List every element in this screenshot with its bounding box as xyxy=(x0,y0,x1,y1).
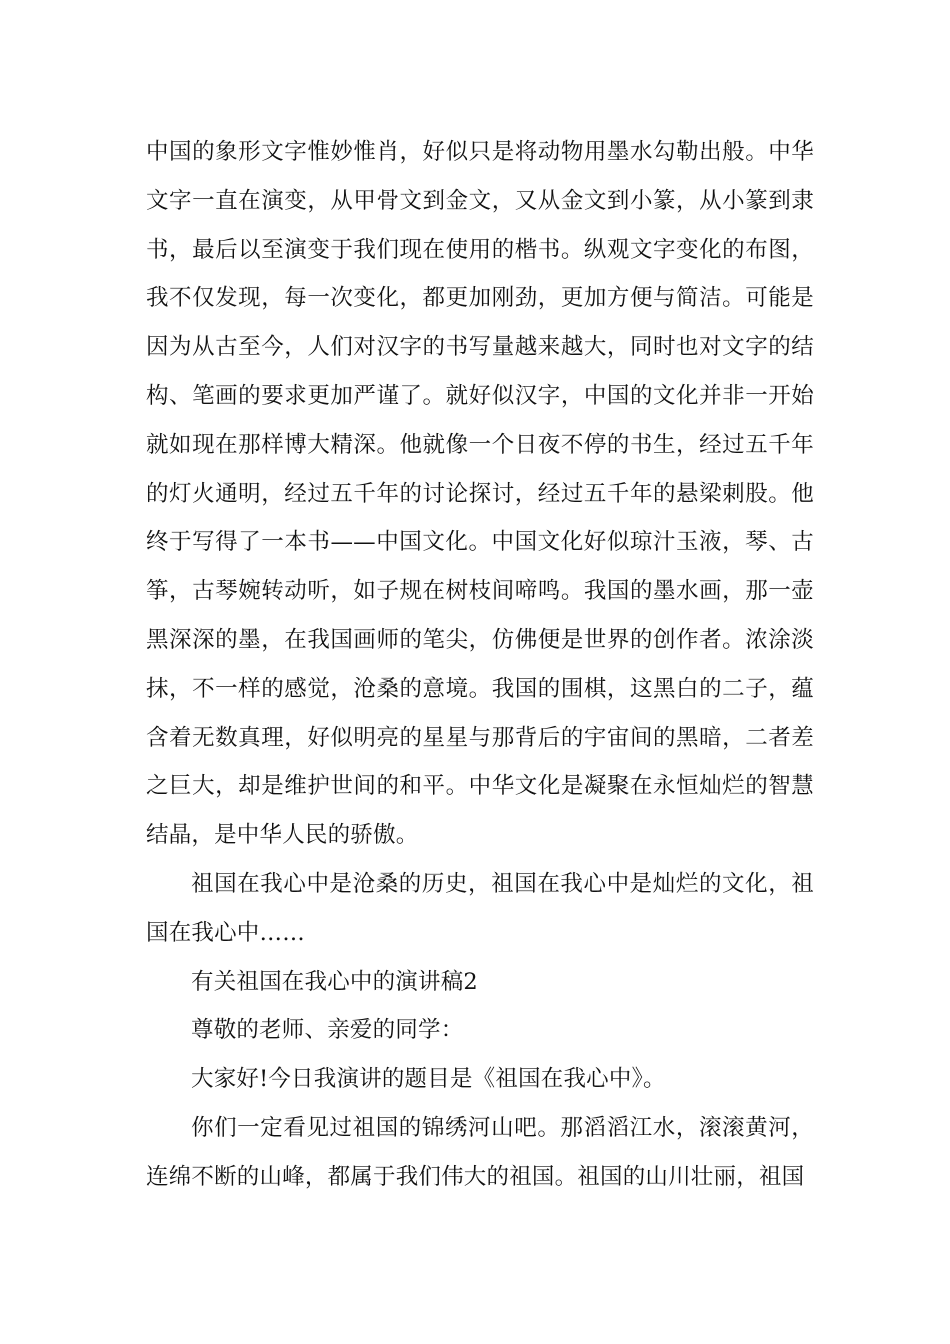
paragraph-chinese-culture: 中国的象形文字惟妙惟肖，好似只是将动物用墨水勾勒出般。中华文字一直在演变，从甲骨文到金文，又从金文到小篆，从小篆到隶书，最后以至演变于我们现在使用的楷书。纵观文字变化的布图，我不仅发现，每一次变化，都更加刚劲，更加方便与简洁。可能是因为从古至今，人们对汉字的书写量越来越大，同时也对文字的结构、笔画的要求更加严谨了。就好似汉字，中国的文化并非一开始就如现在那样博大精深。他就像一个日夜不停的书生，经过五千年的灯火通明，经过五千年的讨论探讨，经过五千年的悬梁刺股。他终于写得了一本书——中国文化。中国文化好似琼汁玉液，琴、古筝，古琴婉转动听，如子规在树枝间啼鸣。我国的墨水画，那一壶黑深深的墨，在我国画师的笔尖，仿佛便是世界的创作者。浓涂淡抹，不一样的感觉，沧桑的意境。我国的围棋，这黑白的二子，蕴含着无数真理，好似明亮的星星与那背后的宇宙间的黑暗，二者差之巨大，却是维护世间的和平。中华文化是凝聚在永恒灿烂的智慧结晶，是中华人民的骄傲。 xyxy=(146,139,814,849)
paragraph-motherland-in-my-heart: 祖国在我心中是沧桑的历史，祖国在我心中是灿烂的文化，祖国在我心中…… xyxy=(146,870,814,946)
paragraph-rivers-and-mountains: 你们一定看见过祖国的锦绣河山吧。那滔滔江水，滚滚黄河，连绵不断的山峰，都属于我们伟大的祖国。祖国的山川壮丽，祖国 xyxy=(146,1114,814,1190)
document-body xyxy=(146,128,814,1202)
speech-greeting: 大家好!今日我演讲的题目是《祖国在我心中》。 xyxy=(191,1066,666,1093)
speech-title: 有关祖国在我心中的演讲稿2 xyxy=(191,968,478,995)
speech-salutation: 尊敬的老师、亲爱的同学： xyxy=(191,1017,464,1044)
